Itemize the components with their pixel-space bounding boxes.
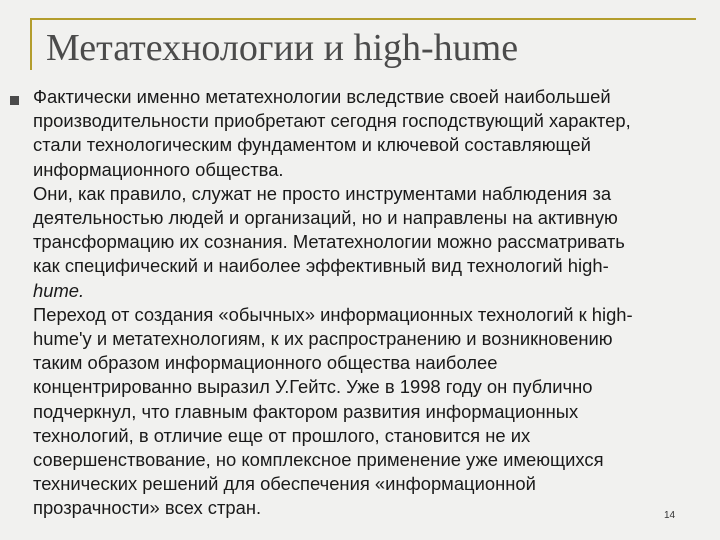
body-line: подчеркнул, что главным фактором развития информационных: [33, 400, 579, 422]
slide-title: Метатехнологии и high-hume: [46, 27, 519, 69]
body-line: таким образом информационного общества наиболее: [33, 352, 498, 374]
body-line: технических решений для обеспечения «информационной: [33, 473, 536, 495]
body-line: стали технологическим фундаментом и ключевой составляющей: [33, 134, 591, 156]
body-line: hume'у и метатехнологиям, к их распространению и возникновению: [33, 328, 613, 350]
body-line: совершенствование, но комплексное применение уже имеющихся: [33, 449, 604, 471]
body-line: прозрачности» всех стран.: [33, 497, 262, 519]
body-line: трансформацию их сознания. Метатехнологии можно рассматривать: [33, 231, 625, 253]
title-frame-left-rule: [30, 18, 32, 70]
page-number: 14: [664, 510, 676, 521]
body-line: как специфический и наиболее эффективный вид технологий high-: [33, 255, 609, 277]
body-line: Фактически именно метатехнологии вследствие своей наибольшей: [33, 86, 611, 107]
body-line: производительности приобретают сегодня господствующий характер,: [33, 110, 631, 132]
body-line: деятельностью людей и организаций, но и направлены на активную: [33, 207, 618, 229]
slide-body-text: [33, 85, 698, 521]
bullet-square-icon: [10, 96, 19, 105]
body-line: технологий, в отличие еще от прошлого, становится не их: [33, 424, 531, 446]
body-line: информационного общества.: [33, 158, 284, 180]
body-line: концентрированно выразил У.Гейтс. Уже в 1998 году он публично: [33, 376, 593, 398]
title-frame-top-rule: [30, 18, 696, 20]
body-line: Они, как правило, служат не просто инструментами наблюдения за: [33, 182, 612, 204]
body-line: hume.: [33, 279, 85, 301]
body-line: Переход от создания «обычных» информационных технологий к high-: [33, 303, 633, 325]
